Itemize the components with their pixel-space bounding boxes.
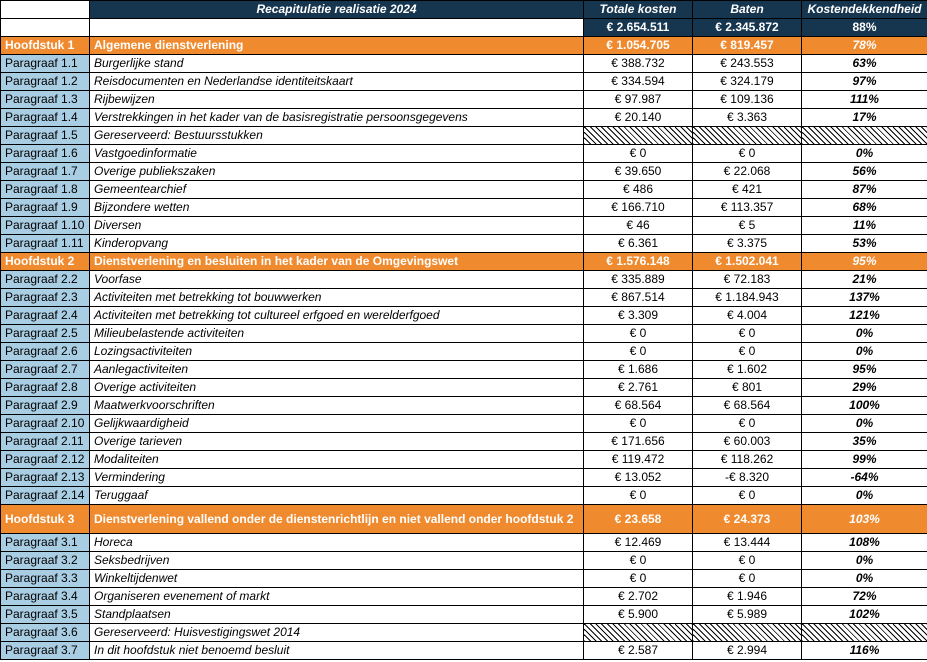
- paragraph-coverage: 137%: [802, 289, 927, 307]
- chapter-costs: € 1.576.148: [584, 253, 693, 271]
- table-row: [1, 397, 927, 415]
- chapter-label: Hoofdstuk 2: [1, 253, 90, 271]
- paragraph-revenue: € 1.946: [693, 588, 802, 606]
- paragraph-revenue: € 72.183: [693, 271, 802, 289]
- paragraph-revenue: € 5.989: [693, 606, 802, 624]
- paragraph-revenue: € 109.136: [693, 91, 802, 109]
- paragraph-coverage: 0%: [802, 343, 927, 361]
- paragraph-label: Paragraaf 3.5: [1, 606, 90, 624]
- paragraph-costs: € 2.702: [584, 588, 693, 606]
- paragraph-description: Gereserveerd: Bestuursstukken: [90, 127, 584, 145]
- paragraph-revenue: € 22.068: [693, 163, 802, 181]
- reserved-costs-cell: [584, 624, 693, 642]
- chapter-revenue: € 819.457: [693, 37, 802, 55]
- paragraph-label: Paragraaf 2.12: [1, 451, 90, 469]
- paragraph-costs: € 0: [584, 343, 693, 361]
- table-row: [1, 361, 927, 379]
- paragraph-description: Winkeltijdenwet: [90, 570, 584, 588]
- paragraph-description: Modaliteiten: [90, 451, 584, 469]
- paragraph-costs: € 0: [584, 570, 693, 588]
- table-row: [1, 91, 927, 109]
- paragraph-coverage: 0%: [802, 570, 927, 588]
- paragraph-description: Overige publiekszaken: [90, 163, 584, 181]
- paragraph-revenue: € 243.553: [693, 55, 802, 73]
- paragraph-costs: € 2.761: [584, 379, 693, 397]
- paragraph-costs: € 0: [584, 487, 693, 505]
- paragraph-coverage: 97%: [802, 73, 927, 91]
- paragraph-description: Vermindering: [90, 469, 584, 487]
- paragraph-label: Paragraaf 1.4: [1, 109, 90, 127]
- paragraph-description: Overige activiteiten: [90, 379, 584, 397]
- paragraph-label: Paragraaf 2.14: [1, 487, 90, 505]
- paragraph-revenue: € 421: [693, 181, 802, 199]
- paragraph-description: In dit hoofdstuk niet benoemd besluit: [90, 642, 584, 660]
- paragraph-label: Paragraaf 1.7: [1, 163, 90, 181]
- paragraph-description: Kinderopvang: [90, 235, 584, 253]
- paragraph-label: Paragraaf 2.2: [1, 271, 90, 289]
- paragraph-label: Paragraaf 2.13: [1, 469, 90, 487]
- chapter-costs: € 23.658: [584, 505, 693, 534]
- header-costs: Totale kosten: [584, 1, 693, 19]
- paragraph-revenue: € 2.994: [693, 642, 802, 660]
- chapter-row: [1, 505, 927, 534]
- paragraph-costs: € 0: [584, 552, 693, 570]
- table-row: [1, 235, 927, 253]
- paragraph-label: Paragraaf 1.6: [1, 145, 90, 163]
- paragraph-coverage: 0%: [802, 325, 927, 343]
- paragraph-coverage: 17%: [802, 109, 927, 127]
- paragraph-revenue: € 1.602: [693, 361, 802, 379]
- paragraph-description: Teruggaaf: [90, 487, 584, 505]
- paragraph-costs: € 97.987: [584, 91, 693, 109]
- paragraph-costs: € 334.594: [584, 73, 693, 91]
- paragraph-description: Organiseren evenement of markt: [90, 588, 584, 606]
- chapter-coverage: 78%: [802, 37, 927, 55]
- paragraph-label: Paragraaf 2.4: [1, 307, 90, 325]
- paragraph-coverage: 95%: [802, 361, 927, 379]
- chapter-revenue: € 1.502.041: [693, 253, 802, 271]
- chapter-row: [1, 253, 927, 271]
- paragraph-revenue: € 0: [693, 570, 802, 588]
- paragraph-costs: € 0: [584, 415, 693, 433]
- paragraph-label: Paragraaf 2.11: [1, 433, 90, 451]
- paragraph-coverage: 68%: [802, 199, 927, 217]
- paragraph-costs: € 12.469: [584, 534, 693, 552]
- paragraph-label: Paragraaf 2.8: [1, 379, 90, 397]
- chapter-title: Algemene dienstverlening: [90, 37, 584, 55]
- chapter-row: [1, 37, 927, 55]
- reserved-revenue-cell: [693, 127, 802, 145]
- reserved-coverage-cell: [802, 127, 927, 145]
- paragraph-label: Paragraaf 3.3: [1, 570, 90, 588]
- paragraph-description: Activiteiten met betrekking tot bouwwerken: [90, 289, 584, 307]
- paragraph-label: Paragraaf 2.9: [1, 397, 90, 415]
- paragraph-revenue: € 1.184.943: [693, 289, 802, 307]
- chapter-costs: € 1.054.705: [584, 37, 693, 55]
- table-row: [1, 289, 927, 307]
- totals-row: [1, 19, 927, 37]
- paragraph-label: Paragraaf 2.7: [1, 361, 90, 379]
- table-title: Recapitulatie realisatie 2024: [90, 1, 584, 19]
- paragraph-revenue: € 0: [693, 343, 802, 361]
- paragraph-costs: € 2.587: [584, 642, 693, 660]
- paragraph-costs: € 68.564: [584, 397, 693, 415]
- table-row: [1, 570, 927, 588]
- paragraph-label: Paragraaf 1.11: [1, 235, 90, 253]
- table-row: [1, 624, 927, 642]
- paragraph-label: Paragraaf 3.2: [1, 552, 90, 570]
- paragraph-coverage: 29%: [802, 379, 927, 397]
- paragraph-revenue: € 0: [693, 552, 802, 570]
- total-costs: € 2.654.511: [584, 19, 693, 37]
- table-row: [1, 307, 927, 325]
- paragraph-revenue: € 3.375: [693, 235, 802, 253]
- paragraph-costs: € 5.900: [584, 606, 693, 624]
- paragraph-description: Burgerlijke stand: [90, 55, 584, 73]
- table-row: [1, 109, 927, 127]
- chapter-label: Hoofdstuk 1: [1, 37, 90, 55]
- paragraph-description: Horeca: [90, 534, 584, 552]
- paragraph-costs: € 6.361: [584, 235, 693, 253]
- table-row: [1, 325, 927, 343]
- paragraph-costs: € 119.472: [584, 451, 693, 469]
- totals-corner-cell: [1, 19, 90, 37]
- table-row: [1, 606, 927, 624]
- total-coverage: 88%: [802, 19, 927, 37]
- paragraph-label: Paragraaf 1.5: [1, 127, 90, 145]
- paragraph-revenue: € 5: [693, 217, 802, 235]
- paragraph-description: Voorfase: [90, 271, 584, 289]
- paragraph-coverage: 116%: [802, 642, 927, 660]
- table-row: [1, 55, 927, 73]
- paragraph-description: Vastgoedinformatie: [90, 145, 584, 163]
- table-row: [1, 73, 927, 91]
- paragraph-coverage: 99%: [802, 451, 927, 469]
- table-row: [1, 642, 927, 660]
- paragraph-coverage: 102%: [802, 606, 927, 624]
- paragraph-costs: € 171.656: [584, 433, 693, 451]
- paragraph-costs: € 3.309: [584, 307, 693, 325]
- table-row: [1, 433, 927, 451]
- paragraph-costs: € 13.052: [584, 469, 693, 487]
- table-row: [1, 552, 927, 570]
- reserved-costs-cell: [584, 127, 693, 145]
- paragraph-revenue: € 60.003: [693, 433, 802, 451]
- chapter-coverage: 95%: [802, 253, 927, 271]
- paragraph-description: Aanlegactiviteiten: [90, 361, 584, 379]
- table-row: [1, 379, 927, 397]
- paragraph-description: Activiteiten met betrekking tot cultureel erfgoed en werelderfgoed: [90, 307, 584, 325]
- paragraph-revenue: € 13.444: [693, 534, 802, 552]
- paragraph-coverage: 21%: [802, 271, 927, 289]
- paragraph-description: Gereserveerd: Huisvestigingswet 2014: [90, 624, 584, 642]
- paragraph-label: Paragraaf 1.9: [1, 199, 90, 217]
- paragraph-description: Standplaatsen: [90, 606, 584, 624]
- table-row: [1, 469, 927, 487]
- paragraph-label: Paragraaf 1.10: [1, 217, 90, 235]
- paragraph-coverage: 56%: [802, 163, 927, 181]
- paragraph-coverage: 0%: [802, 415, 927, 433]
- paragraph-costs: € 335.889: [584, 271, 693, 289]
- header-coverage: Kostendekkendheid: [802, 1, 927, 19]
- paragraph-label: Paragraaf 3.6: [1, 624, 90, 642]
- paragraph-label: Paragraaf 3.4: [1, 588, 90, 606]
- table-row: [1, 588, 927, 606]
- table-row: [1, 217, 927, 235]
- table-row: [1, 163, 927, 181]
- paragraph-coverage: 35%: [802, 433, 927, 451]
- paragraph-label: Paragraaf 1.3: [1, 91, 90, 109]
- paragraph-revenue: € 0: [693, 325, 802, 343]
- header-revenue: Baten: [693, 1, 802, 19]
- paragraph-costs: € 0: [584, 145, 693, 163]
- paragraph-coverage: 63%: [802, 55, 927, 73]
- header-corner-cell: [1, 1, 90, 19]
- paragraph-label: Paragraaf 2.3: [1, 289, 90, 307]
- paragraph-costs: € 166.710: [584, 199, 693, 217]
- totals-blank-cell: [90, 19, 584, 37]
- total-revenue: € 2.345.872: [693, 19, 802, 37]
- paragraph-coverage: 87%: [802, 181, 927, 199]
- paragraph-coverage: 0%: [802, 487, 927, 505]
- table-row: [1, 451, 927, 469]
- paragraph-label: Paragraaf 2.6: [1, 343, 90, 361]
- table-row: [1, 415, 927, 433]
- paragraph-description: Gelijkwaardigheid: [90, 415, 584, 433]
- paragraph-coverage: 53%: [802, 235, 927, 253]
- chapter-coverage: 103%: [802, 505, 927, 534]
- paragraph-coverage: 100%: [802, 397, 927, 415]
- paragraph-revenue: € 3.363: [693, 109, 802, 127]
- paragraph-revenue: € 4.004: [693, 307, 802, 325]
- paragraph-description: Overige tarieven: [90, 433, 584, 451]
- paragraph-revenue: € 68.564: [693, 397, 802, 415]
- table-row: [1, 145, 927, 163]
- reserved-coverage-cell: [802, 624, 927, 642]
- paragraph-label: Paragraaf 2.10: [1, 415, 90, 433]
- header-row: [1, 1, 927, 19]
- paragraph-coverage: 0%: [802, 552, 927, 570]
- paragraph-costs: € 388.732: [584, 55, 693, 73]
- paragraph-description: Bijzondere wetten: [90, 199, 584, 217]
- paragraph-description: Rijbewijzen: [90, 91, 584, 109]
- paragraph-costs: € 46: [584, 217, 693, 235]
- paragraph-coverage: 0%: [802, 145, 927, 163]
- paragraph-description: Lozingsactiviteiten: [90, 343, 584, 361]
- table-row: [1, 534, 927, 552]
- paragraph-coverage: 108%: [802, 534, 927, 552]
- paragraph-label: Paragraaf 1.8: [1, 181, 90, 199]
- table-row: [1, 271, 927, 289]
- table-row: [1, 343, 927, 361]
- chapter-title: Dienstverlening vallend onder de dienstenrichtlijn en niet vallend onder hoofdstuk 2: [90, 505, 584, 534]
- paragraph-revenue: -€ 8.320: [693, 469, 802, 487]
- paragraph-revenue: € 0: [693, 145, 802, 163]
- paragraph-description: Reisdocumenten en Nederlandse identiteitskaart: [90, 73, 584, 91]
- paragraph-costs: € 486: [584, 181, 693, 199]
- paragraph-revenue: € 801: [693, 379, 802, 397]
- table-row: [1, 487, 927, 505]
- chapter-revenue: € 24.373: [693, 505, 802, 534]
- paragraph-coverage: 111%: [802, 91, 927, 109]
- paragraph-label: Paragraaf 3.7: [1, 642, 90, 660]
- paragraph-coverage: 11%: [802, 217, 927, 235]
- paragraph-revenue: € 118.262: [693, 451, 802, 469]
- paragraph-costs: € 867.514: [584, 289, 693, 307]
- paragraph-coverage: 72%: [802, 588, 927, 606]
- paragraph-costs: € 20.140: [584, 109, 693, 127]
- paragraph-description: Verstrekkingen in het kader van de basisregistratie persoonsgegevens: [90, 109, 584, 127]
- chapter-title: Dienstverlening en besluiten in het kader van de Omgevingswet: [90, 253, 584, 271]
- table-row: [1, 181, 927, 199]
- paragraph-revenue: € 113.357: [693, 199, 802, 217]
- paragraph-label: Paragraaf 3.1: [1, 534, 90, 552]
- paragraph-revenue: € 324.179: [693, 73, 802, 91]
- reserved-revenue-cell: [693, 624, 802, 642]
- paragraph-label: Paragraaf 2.5: [1, 325, 90, 343]
- paragraph-costs: € 1.686: [584, 361, 693, 379]
- table-row: [1, 199, 927, 217]
- paragraph-costs: € 0: [584, 325, 693, 343]
- paragraph-description: Milieubelastende activiteiten: [90, 325, 584, 343]
- paragraph-label: Paragraaf 1.1: [1, 55, 90, 73]
- table-row: [1, 127, 927, 145]
- paragraph-description: Seksbedrijven: [90, 552, 584, 570]
- paragraph-revenue: € 0: [693, 487, 802, 505]
- paragraph-description: Maatwerkvoorschriften: [90, 397, 584, 415]
- chapter-label: Hoofdstuk 3: [1, 505, 90, 534]
- paragraph-costs: € 39.650: [584, 163, 693, 181]
- paragraph-description: Diversen: [90, 217, 584, 235]
- paragraph-label: Paragraaf 1.2: [1, 73, 90, 91]
- paragraph-description: Gemeentearchief: [90, 181, 584, 199]
- paragraph-coverage: -64%: [802, 469, 927, 487]
- paragraph-coverage: 121%: [802, 307, 927, 325]
- paragraph-revenue: € 0: [693, 415, 802, 433]
